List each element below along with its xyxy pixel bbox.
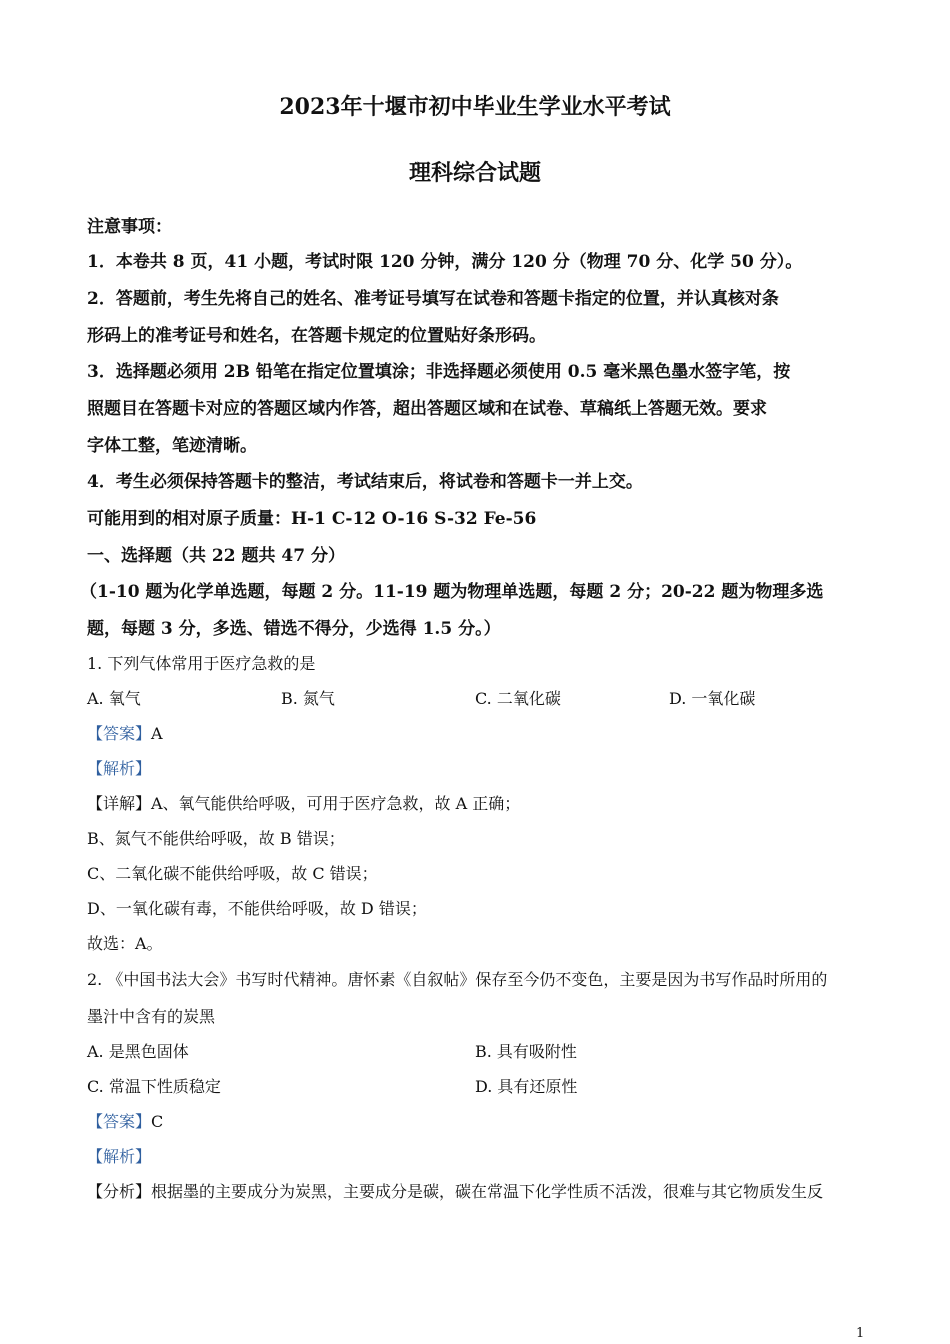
q1-detail-line: B、氮气不能供给呼吸，故 B 错误； [87,829,345,848]
q2-answer [87,1109,867,1132]
notice-item: 4．考生必须保持答题卡的整洁，考试结束后，将试卷和答题卡一并上交。 [87,472,643,492]
question-1-stem: 1. 下列气体常用于医疗急救的是 [87,654,316,673]
notice-heading: 注意事项： [87,217,172,237]
question-2-stem: 2. 《中国书法大会》书写时代精神。唐怀素《自叙帖》保存至今仍不变色，主要是因为书写作品时所用的 [87,970,828,989]
q1-detail-line: 【详解】A、氧气能供给呼吸，可用于医疗急救，故 A 正确； [87,794,521,813]
q1-answer [87,721,867,744]
q1-option-b: B. 氮气 [281,689,335,708]
notice-item: 2．答题前，考生先将自己的姓名、准考证号填写在试卷和答题卡指定的位置，并认真核对条 [87,289,779,309]
section-description: 题，每题 3 分，多选、错选不得分，少选得 1.5 分。） [87,619,501,639]
answer-value: A [151,724,163,743]
q1-detail-line: D、一氧化碳有毒，不能供给呼吸，故 D 错误； [87,899,427,918]
notice-item: 字体工整，笔迹清晰。 [87,436,257,456]
q2-option-d: D. 具有还原性 [475,1077,578,1096]
notice-item: 1．本卷共 8 页，41 小题，考试时限 120 分钟，满分 120 分（物理 70 分、化学 50 分）。 [87,252,803,272]
notice-item: 3．选择题必须用 2B 铅笔在指定位置填涂；非选择题必须使用 0.5 毫米黑色墨水签字笔，按 [87,362,791,382]
q2-option-a: A. 是黑色固体 [87,1042,189,1061]
notice-item: 照题目在答题卡对应的答题区域内作答，超出答题区域和在试卷、草稿纸上答题无效。要求 [87,399,767,419]
notice-item: 形码上的准考证号和姓名，在答题卡规定的位置贴好条形码。 [87,326,546,346]
q1-detail-line: C、二氧化碳不能供给呼吸，故 C 错误； [87,864,378,883]
q2-detail-line: 【分析】根据墨的主要成分为炭黑，主要成分是碳，碳在常温下化学性质不活泼，很难与其它物质发生反 [87,1182,824,1201]
exam-subtitle: 理科综合试题 [408,160,541,186]
q1-option-a: A. 氧气 [87,689,141,708]
answer-value: C [151,1112,164,1131]
answer-label: 【答案】 [87,724,152,743]
q1-analysis-label: 【解析】 [87,759,152,778]
q2-analysis-label: 【解析】 [87,1147,152,1166]
section-description: （1-10 题为化学单选题，每题 2 分。11-19 题为物理单选题，每题 2 分；20-22 题为物理多选 [80,582,824,602]
exam-title: 2023年十堰市初中毕业生学业水平考试 [279,94,671,120]
q1-option-d: D. 一氧化碳 [669,689,756,708]
answer-label: 【答案】 [87,1112,152,1131]
section-heading: 一、选择题（共 22 题共 47 分） [87,546,345,566]
q1-option-c: C. 二氧化碳 [475,689,561,708]
q2-option-c: C. 常温下性质稳定 [87,1077,221,1096]
page-number: 1 [856,1326,865,1341]
q2-option-b: B. 具有吸附性 [475,1042,577,1061]
question-2-stem: 墨汁中含有的炭黑 [87,1007,216,1026]
q1-detail-line: 故选：A。 [87,934,163,953]
atomic-mass-line: 可能用到的相对原子质量：H-1 C-12 O-16 S-32 Fe-56 [87,509,537,529]
